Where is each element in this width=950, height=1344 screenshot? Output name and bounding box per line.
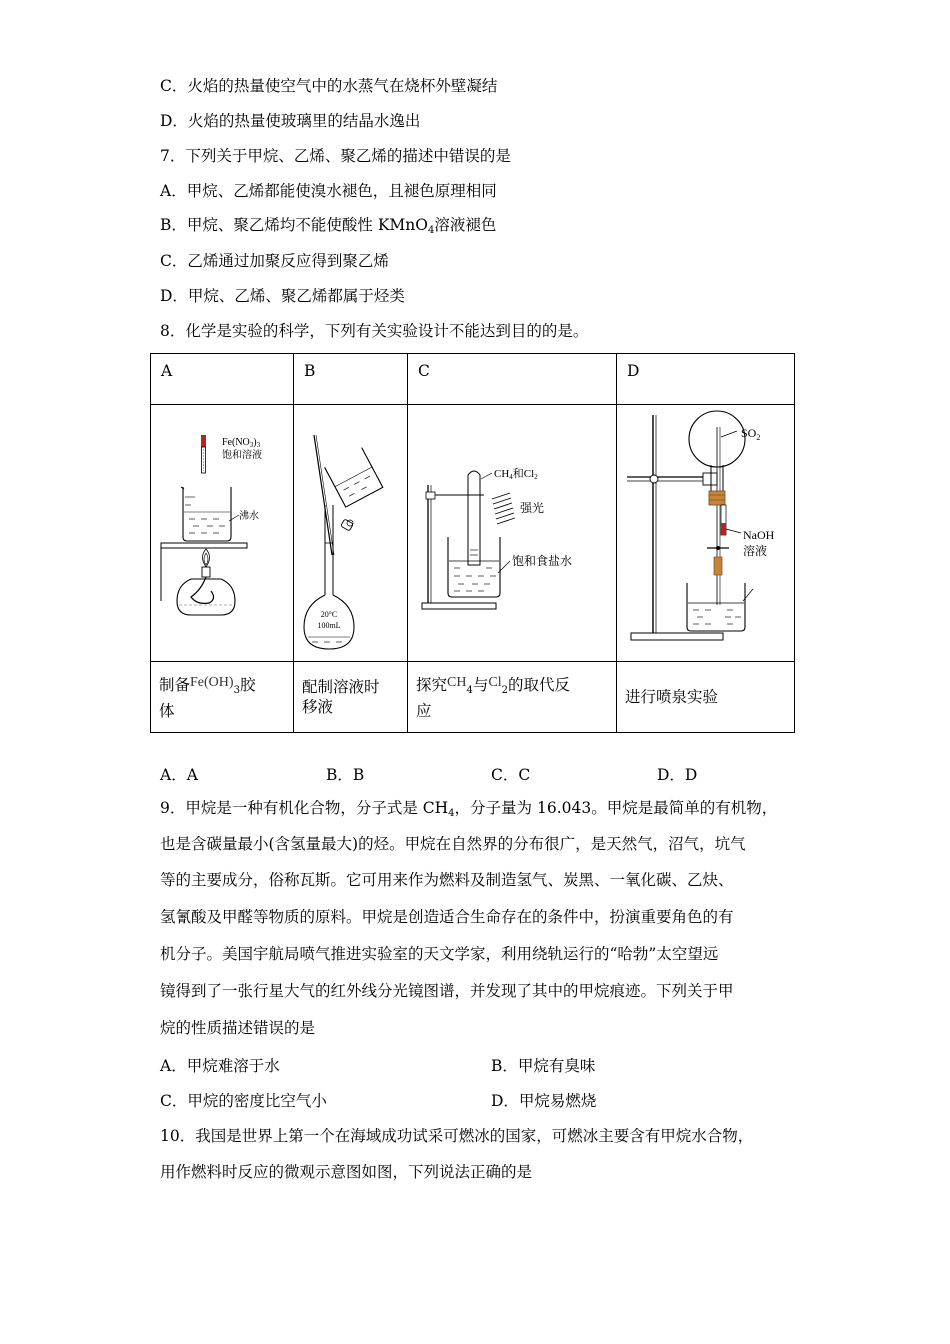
caption-d: 进行喷泉实验 xyxy=(617,662,795,733)
caption-c: 探究$CH_4$与$Cl_2$的取代反 应 xyxy=(408,662,617,733)
col-header-b: B xyxy=(294,354,408,405)
label-flask-volume: 100mL xyxy=(317,621,341,630)
q10-line-2: 用作燃料时反应的微观示意图如图，下列说法正确的是 xyxy=(160,1163,533,1181)
q9-line-3: 等的主要成分，俗称瓦斯。它可用来作为燃料及制造氢气、炭黑、一氧化碳、乙炔、 xyxy=(160,871,734,889)
naoh-dropper-bulb xyxy=(722,523,726,535)
q10-line-1: 10．我国是世界上第一个在海域成功试采可燃冰的国家，可燃冰主要含有甲烷水合物， xyxy=(160,1127,754,1145)
q7-stem: 7．下列关于甲烷、乙烯、聚乙烯的描述中错误的是 xyxy=(160,147,511,165)
figure-c-diagram xyxy=(408,405,615,657)
q8-experiment-table xyxy=(150,353,795,733)
col-header-a: A xyxy=(151,354,294,405)
test-tube xyxy=(468,471,480,565)
figure-d-diagram xyxy=(617,405,793,657)
q9-line-7: 烷的性质描述错误的是 xyxy=(160,1019,316,1037)
rubber-stopper xyxy=(709,491,725,505)
caption-a: 制备$Fe(OH)_3$胶 体 xyxy=(151,662,294,733)
q9-option-b: B．甲烷有臭味 xyxy=(491,1057,596,1075)
label-strong-light: 强光 xyxy=(520,501,545,515)
stand-base xyxy=(422,603,496,609)
q7-option-a: A．甲烷、乙烯都能使溴水褪色，且褪色原理相同 xyxy=(160,182,497,200)
figure-b xyxy=(294,405,408,662)
q7-option-d: D．甲烷、乙烯、聚乙烯都属于烃类 xyxy=(160,287,405,305)
q9-option-d: D．甲烷易燃烧 xyxy=(491,1092,597,1110)
q9-line-1: 9．甲烷是一种有机化合物，分子式是 $CH_4$，分子量为 16.043。甲烷是最简单的有机物， xyxy=(160,799,778,819)
q9-line-5: 机分子。美国宇航局喷气推进实验室的天文学家，利用绕轨运行的“哈勃”太空望远 xyxy=(160,945,719,963)
stopper xyxy=(341,519,354,531)
label-flask-temp: 20°C xyxy=(320,610,338,619)
q6-option-c: C．火焰的热量使空气中的水蒸气在烧杯外壁凝结 xyxy=(160,77,498,95)
q8-option-a: A．A xyxy=(160,766,198,784)
figure-a xyxy=(151,405,294,662)
label-ch4-cl2: CH4和Cl2 xyxy=(494,468,538,481)
figure-d xyxy=(617,405,795,662)
label-solution: 溶液 xyxy=(743,544,768,558)
label-so2: $SO_2$ xyxy=(741,426,761,442)
col-header-d: D xyxy=(617,354,795,405)
figure-b-diagram xyxy=(294,405,406,657)
q9-option-c: C．甲烷的密度比空气小 xyxy=(160,1092,327,1110)
flame xyxy=(203,549,210,567)
q8-stem: 8．化学是实验的科学，下列有关实验设计不能达到目的的是。 xyxy=(160,322,589,340)
q8-option-d: D．D xyxy=(657,766,698,784)
label-saturated-brine: 饱和食盐水 xyxy=(512,554,573,568)
q8-option-b: B．B xyxy=(326,766,365,784)
q8-option-c: C．C xyxy=(491,766,531,784)
dropper-bulb xyxy=(201,435,206,447)
q8-options xyxy=(160,763,720,783)
label-saturated-solution: 饱和溶液 xyxy=(222,450,262,461)
caption-b: 配制溶液时 移液 xyxy=(294,662,408,733)
q9-line-4: 氢氰酸及甲醛等物质的原料。甲烷是创造适合生命存在的条件中，扮演重要角色的有 xyxy=(160,908,734,926)
label-boiling-water: 沸水 xyxy=(239,511,259,522)
label-fe-no3: $Fe(NO_3)_3$ xyxy=(222,437,261,449)
figure-a-diagram xyxy=(151,405,292,657)
q9-line-6: 镜得到了一张行星大气的红外线分光镜图谱，并发现了其中的甲烷痕迹。下列关于甲 xyxy=(160,982,734,1000)
light-rays xyxy=(492,493,515,524)
q7-option-b: B．甲烷、聚乙烯均不能使酸性 KMnO$_4$溶液褪色 xyxy=(160,216,497,236)
alcohol-lamp xyxy=(177,579,235,615)
q6-option-d: D．火焰的热量使玻璃里的结晶水逸出 xyxy=(160,112,421,130)
tilted-beaker xyxy=(325,448,383,507)
q7-option-c: C．乙烯通过加聚反应得到聚乙烯 xyxy=(160,252,389,270)
stand-base xyxy=(631,633,723,640)
rubber-tube xyxy=(714,557,722,575)
label-naoh: NaOH xyxy=(743,528,775,542)
glass-rod xyxy=(314,435,332,555)
figure-c xyxy=(408,405,617,662)
tripod-plate xyxy=(161,543,247,548)
q9-option-a: A．甲烷难溶于水 xyxy=(160,1057,280,1075)
col-header-c: C xyxy=(408,354,617,405)
q9-line-2: 也是含碳量最小(含氢量最大)的烃。甲烷在自然界的分布很广，是天然气，沼气，坑气 xyxy=(160,835,746,853)
